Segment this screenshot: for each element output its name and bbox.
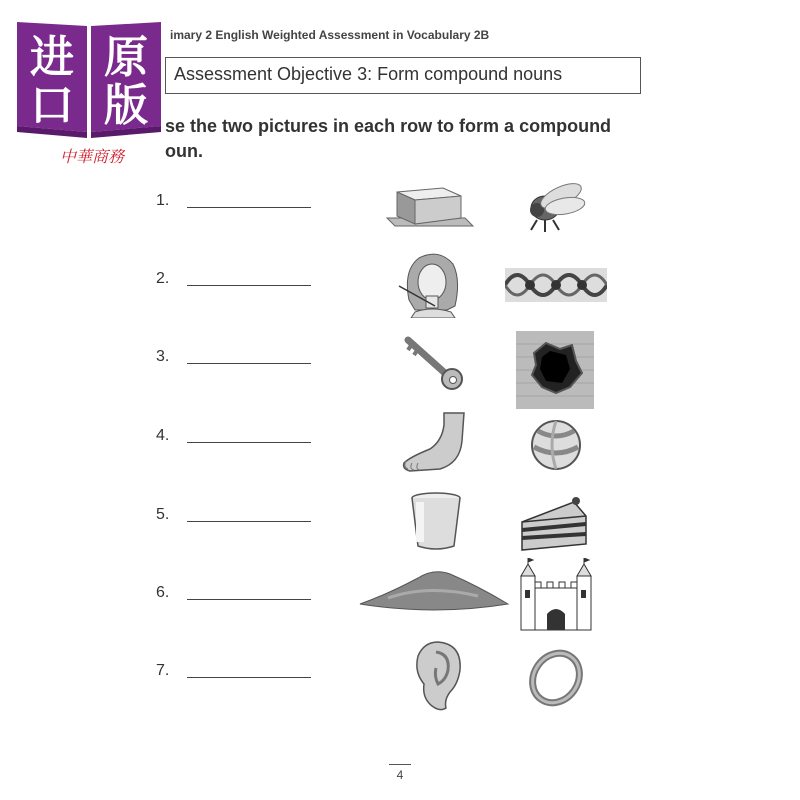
question-number: 1. xyxy=(156,192,170,209)
page-number: 4 xyxy=(396,768,404,782)
instruction-line-2: oun. xyxy=(165,141,203,161)
fly-icon xyxy=(515,176,595,238)
cake-icon xyxy=(518,494,590,556)
objective-title: Assessment Objective 3: Form compound nouns xyxy=(174,64,563,84)
answer-blank[interactable] xyxy=(187,677,311,678)
question-number: 4. xyxy=(156,427,170,444)
sand-icon xyxy=(358,564,510,616)
question-number: 5. xyxy=(156,506,170,523)
ball-icon xyxy=(528,417,584,473)
ear-icon xyxy=(408,640,464,712)
question-row-6 xyxy=(0,562,800,642)
question-row-3 xyxy=(0,326,800,406)
cup-icon xyxy=(408,490,464,552)
neck-icon xyxy=(395,250,465,318)
butter-icon xyxy=(385,178,475,238)
question-number: 6. xyxy=(156,584,170,601)
question-number: 3. xyxy=(156,348,170,365)
logo-char-3: 口 xyxy=(30,80,74,131)
logo-char-4: 版 xyxy=(104,80,148,131)
series-title: imary 2 English Weighted Assessment in Vocabulary 2B xyxy=(170,28,490,42)
footer-rule xyxy=(389,764,411,765)
key-icon xyxy=(402,334,466,390)
question-number: 2. xyxy=(156,270,170,287)
logo-char-2: 原 xyxy=(104,32,148,83)
answer-blank[interactable] xyxy=(187,207,311,208)
hole-icon xyxy=(516,331,594,409)
answer-blank[interactable] xyxy=(187,363,311,364)
objective-box xyxy=(165,57,641,94)
question-row-4 xyxy=(0,405,800,485)
answer-blank[interactable] xyxy=(187,599,311,600)
lace-icon xyxy=(505,260,607,310)
answer-blank[interactable] xyxy=(187,521,311,522)
question-row-2 xyxy=(0,248,800,328)
question-row-5 xyxy=(0,484,800,564)
foot-icon xyxy=(400,411,470,473)
instruction-line-1: se the two pictures in each row to form a compound xyxy=(165,116,612,136)
publisher-logo xyxy=(14,14,164,169)
question-number: 7. xyxy=(156,662,170,679)
instruction xyxy=(165,114,611,164)
logo-char-1: 进 xyxy=(30,32,74,83)
question-row-1 xyxy=(0,170,800,250)
answer-blank[interactable] xyxy=(187,442,311,443)
logo-caption: 中華商務 xyxy=(59,147,125,166)
question-row-7 xyxy=(0,640,800,720)
answer-blank[interactable] xyxy=(187,285,311,286)
castle-icon xyxy=(519,558,593,632)
ring-icon xyxy=(526,648,586,708)
